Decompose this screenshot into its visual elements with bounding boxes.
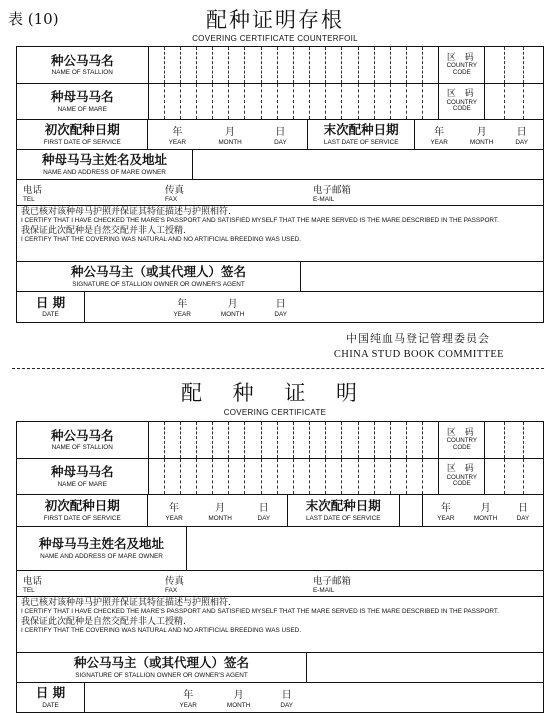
mare-label: 种母马马名 [50, 464, 114, 480]
stallion-country-code-boxes[interactable] [485, 422, 543, 458]
certificate-subtitle: COVERING CERTIFICATE [223, 408, 327, 417]
counterfoil-subtitle: COVERING CERTIFICATE COUNTERFOIL [192, 34, 358, 43]
signature-input[interactable] [307, 653, 543, 682]
mare-label: 种母马马名 [50, 89, 114, 105]
country-code-label: 区 码 COUNTRY CODE [439, 47, 485, 83]
signature-row: 种公马马主（或其代理人）签名 SIGNATURE OF STALLION OWNER OR OWNER'S AGENT [17, 262, 543, 292]
stallion-label: 种公马马名 [50, 427, 114, 443]
signature-row: 种公马马主（或其代理人）签名 SIGNATURE OF STALLION OWNER OR OWNER'S AGENT [17, 653, 543, 683]
email-field[interactable]: 电子邮箱 E-MAIL [313, 185, 352, 203]
certificate-form [16, 421, 544, 713]
mare-owner-input[interactable] [187, 527, 543, 570]
last-date-field[interactable]: 年 YEAR 月 MONTH 日 DAY [430, 126, 528, 146]
mare-owner-row: 种母马马主姓名及地址 NAME AND ADDRESS OF MARE OWNER [17, 150, 543, 180]
mare-row [17, 459, 543, 495]
stallion-label-en: NAME OF STALLION [51, 444, 113, 452]
stallion-row [17, 47, 543, 84]
mare-name-boxes[interactable] [149, 84, 440, 119]
committee-name-en: CHINA STUD BOOK COMMITTEE [333, 349, 504, 360]
certification-text: 我已核对该种母马护照并保证其特征描述与护照相符. I CERTIFY THAT I HAVE CHECKED THE MARE'S PASSPORT AND SATISFIED MYSELF THAT THE MARE SERVED IS THE MARE DESCRIBED IN THE PASSPORT. 我保证此次配种是自然交配并非人工授精. I CERTIFY THAT THE COVERING WAS NATURAL AND NO ARTIFICIAL BREEDING WAS USED. [17, 597, 543, 653]
date-field[interactable]: 年 YEAR 月 MONTH 日 DAY [179, 689, 293, 709]
service-dates-row: 初次配种日期 FIRST DATE OF SERVICE 年 YEAR 月 MONTH 日 DAY 末次配种日期 LAST DATE OF SERVICE 年 YEAR 月 MONTH 日 DAY [17, 495, 543, 527]
country-code-label: 区 码 COUNTRY CODE [439, 459, 485, 494]
mare-label-en: NAME OF MARE [57, 105, 107, 113]
stallion-country-code-boxes[interactable] [485, 47, 543, 83]
signature-label: 种公马马主（或其代理人）签名 [73, 655, 249, 671]
contacts-row [17, 571, 543, 597]
signature-input[interactable] [301, 262, 543, 291]
service-dates-row: 初次配种日期 FIRST DATE OF SERVICE 年 YEAR 月 MONTH 日 DAY 末次配种日期 LAST DATE OF SERVICE 年 YEAR 月 MONTH 日 DAY [17, 120, 543, 150]
committee-name-cn: 中国纯血马登记管理委员会 [346, 332, 490, 345]
stallion-label: 种公马马名 [50, 52, 114, 68]
mare-name-boxes[interactable] [149, 459, 440, 494]
email-field[interactable]: 电子邮箱 E-MAIL [313, 576, 352, 594]
date-label: 日 期 [35, 685, 66, 701]
stallion-label-en: NAME OF STALLION [51, 69, 113, 77]
tel-field[interactable]: 电话 TEL [23, 576, 43, 594]
fax-field[interactable]: 传真 FAX [165, 185, 185, 203]
fax-field[interactable]: 传真 FAX [165, 576, 185, 594]
mare-country-code-boxes[interactable] [485, 84, 543, 119]
stallion-row [17, 422, 543, 459]
certificate-title: 配 种 证 明 [180, 381, 370, 405]
date-label: 日 期 [35, 294, 66, 310]
country-code-label: 区 码 COUNTRY CODE [439, 84, 485, 119]
counterfoil-title: 配种证明存根 [206, 8, 344, 32]
contacts-row [17, 180, 543, 206]
last-date-label: 末次配种日期 [323, 122, 399, 138]
counterfoil-form [16, 46, 544, 323]
certification-text: 我已核对该种母马护照并保证其特征描述与护照相符. I CERTIFY THAT I HAVE CHECKED THE MARE'S PASSPORT AND SATISFIED MYSELF THAT THE MARE SERVED IS THE MARE DESCRIBED IN THE PASSPORT. 我保证此次配种是自然交配并非人工授精. I CERTIFY THAT THE COVERING WAS NATURAL AND NO ARTIFICIAL BREEDING WAS USED. [17, 206, 543, 262]
first-date-field[interactable]: 年 YEAR 月 MONTH 日 DAY [148, 120, 307, 149]
form-number: 表 (10) [8, 10, 59, 28]
mare-label-en: NAME OF MARE [57, 480, 107, 488]
mare-owner-label: 种母马马主姓名及地址 [38, 536, 164, 552]
tel-field[interactable]: 电话 TEL [23, 185, 43, 203]
country-code-label: 区 码 COUNTRY CODE [439, 422, 485, 458]
last-date-label: 末次配种日期 [305, 498, 381, 514]
date-row: 日 期 DATE 年 YEAR 月 MONTH 日 DAY [17, 683, 543, 712]
mare-country-code-boxes[interactable] [485, 459, 543, 494]
first-date-field[interactable]: 年 YEAR 月 MONTH 日 DAY [148, 495, 287, 526]
first-date-label: 初次配种日期 [44, 498, 120, 514]
mare-owner-input[interactable] [193, 150, 543, 179]
last-date-field[interactable]: 年 YEAR 月 MONTH 日 DAY [437, 502, 530, 522]
stallion-name-boxes[interactable] [149, 47, 440, 83]
mare-owner-label: 种母马马主姓名及地址 [41, 152, 167, 168]
signature-label: 种公马马主（或其代理人）签名 [70, 264, 246, 280]
stallion-name-boxes[interactable] [149, 422, 440, 458]
mare-owner-row: 种母马马主姓名及地址 NAME AND ADDRESS OF MARE OWNER [17, 527, 543, 571]
cut-line [12, 368, 544, 369]
date-field[interactable]: 年 YEAR 月 MONTH 日 DAY [173, 299, 287, 319]
first-date-label: 初次配种日期 [44, 122, 120, 138]
date-row: 日 期 DATE 年 YEAR 月 MONTH 日 DAY [17, 292, 543, 322]
mare-row [17, 84, 543, 120]
